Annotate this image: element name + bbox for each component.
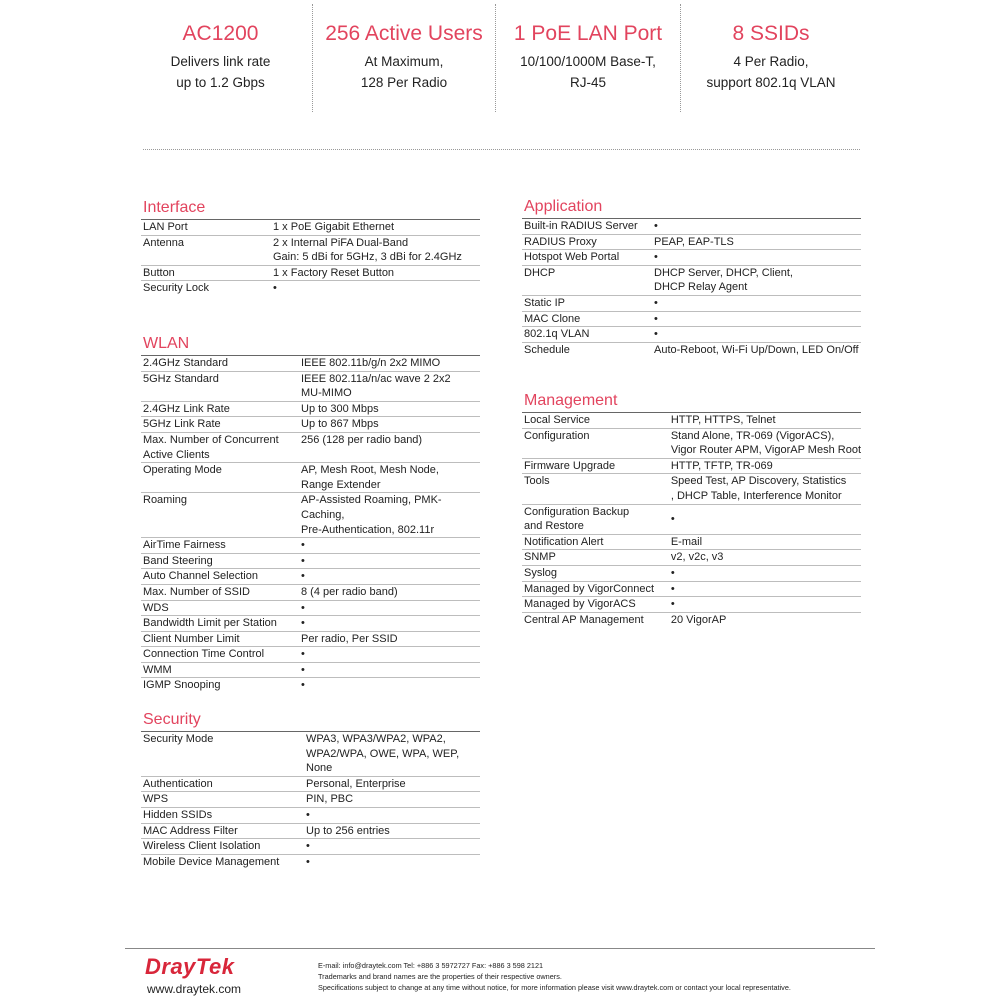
bullet-icon: •: [671, 565, 861, 581]
spec-value: HTTP, TFTP, TR-069: [671, 458, 861, 474]
table-row: [141, 538, 480, 554]
spec-value: Up to 867 Mbps: [301, 417, 480, 433]
spec-label: Client Number Limit: [141, 631, 301, 647]
table-row: [522, 504, 861, 534]
spec-label: 802.1q VLAN: [522, 327, 654, 343]
table-row: [141, 265, 480, 281]
table-row: [522, 550, 861, 566]
table-row: [522, 311, 861, 327]
draytek-logo: DrayTek: [145, 954, 235, 979]
spec-label: Security Lock: [143, 282, 210, 295]
table-row: [141, 401, 480, 417]
table-row: [522, 234, 861, 250]
spec-value: Up to 300 Mbps: [301, 401, 480, 417]
feature-title: 8 SSIDs: [732, 22, 810, 45]
spec-value: 256 (128 per radio band): [301, 432, 480, 462]
table-row: [522, 534, 861, 550]
bullet-icon: •: [654, 295, 861, 311]
table-row: [522, 581, 861, 597]
spec-value: v2, v2c, v3: [671, 550, 861, 566]
feature-subtitle: 10/100/1000M Base-T,: [520, 54, 656, 69]
spec-label: Central AP Management: [524, 613, 644, 626]
spec-label: WPS: [141, 792, 306, 808]
bullet-icon: •: [306, 807, 480, 823]
table-row: [141, 371, 480, 401]
feature-subtitle: up to 1.2 Gbps: [176, 75, 265, 90]
spec-label: Configuration Backup and Restore: [522, 504, 671, 534]
spec-label: RADIUS Proxy: [522, 234, 654, 250]
disclaimer-line: Specifications subject to change at any time without notice, for more information please visit www.draytek.com or contact your local representative.: [318, 983, 791, 992]
table-row: [141, 569, 480, 585]
interface-section: [141, 199, 480, 296]
section-title: Application: [524, 198, 603, 215]
table-row: [522, 250, 861, 266]
bullet-icon: •: [654, 311, 861, 327]
spec-label: MAC Address Filter: [141, 823, 306, 839]
feature-subtitle: 4 Per Radio,: [733, 54, 809, 69]
spec-label: Built-in RADIUS Server: [522, 219, 654, 235]
table-row: [522, 458, 861, 474]
feature-title: 1 PoE LAN Port: [513, 22, 663, 45]
spec-label: AirTime Fairness: [141, 538, 301, 554]
table-row: [522, 295, 861, 311]
spec-label: Roaming: [141, 493, 301, 538]
spec-label: Local Service: [522, 413, 671, 429]
spec-value: IEEE 802.11a/n/ac wave 2 2x2 MU-MIMO: [301, 371, 480, 401]
spec-label: IGMP Snooping: [143, 679, 221, 692]
table-row: [141, 417, 480, 433]
section-title: Management: [524, 392, 618, 409]
spec-label: 2.4GHz Link Rate: [141, 401, 301, 417]
footer-fine-print: [318, 960, 791, 993]
feature-title: AC1200: [182, 22, 259, 45]
trademark-line: Trademarks and brand names are the properties of their respective owners.: [318, 972, 562, 981]
spec-label: Hidden SSIDs: [141, 807, 306, 823]
table-row: [141, 281, 480, 296]
spec-value: Stand Alone, TR-069 (VigorACS), Vigor Router APM, VigorAP Mesh Root: [671, 428, 861, 458]
wlan-table: [141, 355, 480, 693]
management-section: [522, 392, 861, 627]
section-title: WLAN: [143, 335, 190, 352]
feature-subtitle: RJ-45: [569, 75, 606, 90]
spec-label: Button: [141, 265, 273, 281]
contact-line: E-mail: info@draytek.com Tel: +886 3 5972727 Fax: +886 3 598 2121: [318, 961, 544, 970]
feature-ssids: [686, 20, 856, 93]
spec-value: DHCP Server, DHCP, Client, DHCP Relay Agent: [654, 265, 861, 295]
website-link[interactable]: www.draytek.com: [147, 982, 242, 996]
spec-label: 5GHz Link Rate: [141, 417, 301, 433]
spec-value: IEEE 802.11b/g/n 2x2 MIMO: [301, 356, 480, 372]
spec-value: 2 x Internal PiFA Dual-Band Gain: 5 dBi for 5GHz, 3 dBi for 2.4GHz: [273, 235, 480, 265]
table-row: [141, 807, 480, 823]
vertical-divider: [312, 4, 313, 112]
spec-label: SNMP: [522, 550, 671, 566]
bullet-icon: •: [306, 855, 310, 868]
table-row: [141, 776, 480, 792]
bullet-icon: •: [671, 581, 861, 597]
feature-title: 256 Active Users: [325, 22, 483, 45]
table-row: [522, 612, 861, 627]
table-row: [141, 854, 480, 869]
bullet-icon: •: [654, 327, 861, 343]
spec-value: Auto-Reboot, Wi-Fi Up/Down, LED On/Off: [654, 343, 859, 356]
spec-label: Antenna: [141, 235, 273, 265]
management-table: [522, 412, 861, 627]
spec-label: Notification Alert: [522, 534, 671, 550]
table-row: [141, 600, 480, 616]
table-row: [141, 732, 480, 777]
table-row: [522, 428, 861, 458]
feature-active-users: [318, 20, 490, 93]
spec-value: WPA3, WPA3/WPA2, WPA2, WPA2/WPA, OWE, WPA, WEP, None: [306, 732, 480, 777]
spec-label: LAN Port: [141, 220, 273, 236]
spec-label: Operating Mode: [141, 463, 301, 493]
table-row: [522, 265, 861, 295]
feature-ac1200: [143, 20, 298, 93]
footer-divider: [125, 948, 875, 949]
bullet-icon: •: [671, 597, 861, 613]
spec-label: WDS: [141, 600, 301, 616]
spec-label: Max. Number of SSID: [141, 584, 301, 600]
bullet-icon: •: [301, 662, 480, 678]
feature-poe-lan: [500, 20, 676, 93]
spec-label: WMM: [141, 662, 301, 678]
spec-label: Managed by VigorConnect: [522, 581, 671, 597]
table-row: [141, 616, 480, 632]
table-row: [141, 463, 480, 493]
spec-label: Static IP: [522, 295, 654, 311]
bullet-icon: •: [301, 600, 480, 616]
spec-value: 20 VigorAP: [670, 613, 727, 626]
spec-label: MAC Clone: [522, 311, 654, 327]
spec-value: E-mail: [671, 534, 861, 550]
bullet-icon: •: [654, 250, 861, 266]
spec-label: Max. Number of Concurrent Active Clients: [141, 432, 301, 462]
spec-label: DHCP: [522, 265, 654, 295]
section-title: Interface: [143, 199, 206, 216]
vertical-divider: [495, 4, 496, 112]
spec-label: Authentication: [141, 776, 306, 792]
table-row: [141, 493, 480, 538]
spec-label: Syslog: [522, 565, 671, 581]
table-row: [522, 413, 861, 429]
table-row: [141, 553, 480, 569]
interface-table: [141, 219, 480, 296]
spec-label: Firmware Upgrade: [522, 458, 671, 474]
application-table: [522, 218, 861, 357]
table-row: [141, 839, 480, 855]
table-row: [141, 647, 480, 663]
table-row: [522, 342, 861, 357]
bullet-icon: •: [301, 538, 480, 554]
spec-label: Security Mode: [141, 732, 306, 777]
spec-label: Band Steering: [141, 553, 301, 569]
spec-value: HTTP, HTTPS, Telnet: [671, 413, 861, 429]
wlan-section: [141, 335, 480, 693]
bullet-icon: •: [273, 282, 277, 295]
table-row: [141, 432, 480, 462]
spec-label: Auto Channel Selection: [141, 569, 301, 585]
spec-value: 8 (4 per radio band): [301, 584, 480, 600]
table-row: [522, 327, 861, 343]
spec-label: Mobile Device Management: [143, 855, 280, 868]
table-row: [141, 792, 480, 808]
table-row: [141, 823, 480, 839]
feature-subtitle: At Maximum,: [364, 54, 444, 69]
spec-label: Tools: [522, 474, 671, 504]
table-row: [141, 356, 480, 372]
security-section: [141, 711, 480, 869]
table-row: [141, 662, 480, 678]
spec-label: 2.4GHz Standard: [141, 356, 301, 372]
bullet-icon: •: [301, 679, 305, 692]
spec-label: Managed by VigorACS: [522, 597, 671, 613]
table-row: [522, 597, 861, 613]
spec-label: Schedule: [524, 343, 570, 356]
spec-value: Up to 256 entries: [306, 823, 480, 839]
application-section: [522, 198, 861, 357]
bullet-icon: •: [301, 569, 480, 585]
spec-value: PIN, PBC: [306, 792, 480, 808]
bullet-icon: •: [671, 504, 861, 534]
spec-value: 1 x PoE Gigabit Ethernet: [273, 220, 480, 236]
table-row: [141, 631, 480, 647]
feature-subtitle: support 802.1q VLAN: [706, 75, 836, 90]
spec-value: Speed Test, AP Discovery, Statistics , DHCP Table, Interference Monitor: [671, 474, 861, 504]
spec-label: Wireless Client Isolation: [141, 839, 306, 855]
section-title: Security: [143, 711, 201, 728]
table-row: [522, 474, 861, 504]
spec-value: PEAP, EAP-TLS: [654, 234, 861, 250]
table-row: [522, 219, 861, 235]
bullet-icon: •: [654, 219, 861, 235]
bullet-icon: •: [301, 616, 480, 632]
table-row: [141, 584, 480, 600]
bullet-icon: •: [306, 839, 480, 855]
spec-value: Personal, Enterprise: [306, 776, 480, 792]
spec-label: Connection Time Control: [141, 647, 301, 663]
spec-value: Per radio, Per SSID: [301, 631, 480, 647]
spec-label: Configuration: [522, 428, 671, 458]
spec-value: AP, Mesh Root, Mesh Node, Range Extender: [301, 463, 480, 493]
feature-subtitle: Delivers link rate: [170, 54, 271, 69]
spec-label: Hotspot Web Portal: [522, 250, 654, 266]
table-row: [522, 565, 861, 581]
table-row: [141, 235, 480, 265]
spec-value: AP-Assisted Roaming, PMK-Caching, Pre-Authentication, 802.11r: [301, 493, 480, 538]
bullet-icon: •: [301, 553, 480, 569]
spec-label: Bandwidth Limit per Station: [141, 616, 301, 632]
security-table: [141, 731, 480, 869]
horizontal-divider: [143, 149, 860, 150]
spec-value: 1 x Factory Reset Button: [273, 265, 480, 281]
vertical-divider: [680, 4, 681, 112]
bullet-icon: •: [301, 647, 480, 663]
feature-subtitle: 128 Per Radio: [360, 75, 448, 90]
table-row: [141, 220, 480, 236]
spec-label: 5GHz Standard: [141, 371, 301, 401]
table-row: [141, 678, 480, 693]
